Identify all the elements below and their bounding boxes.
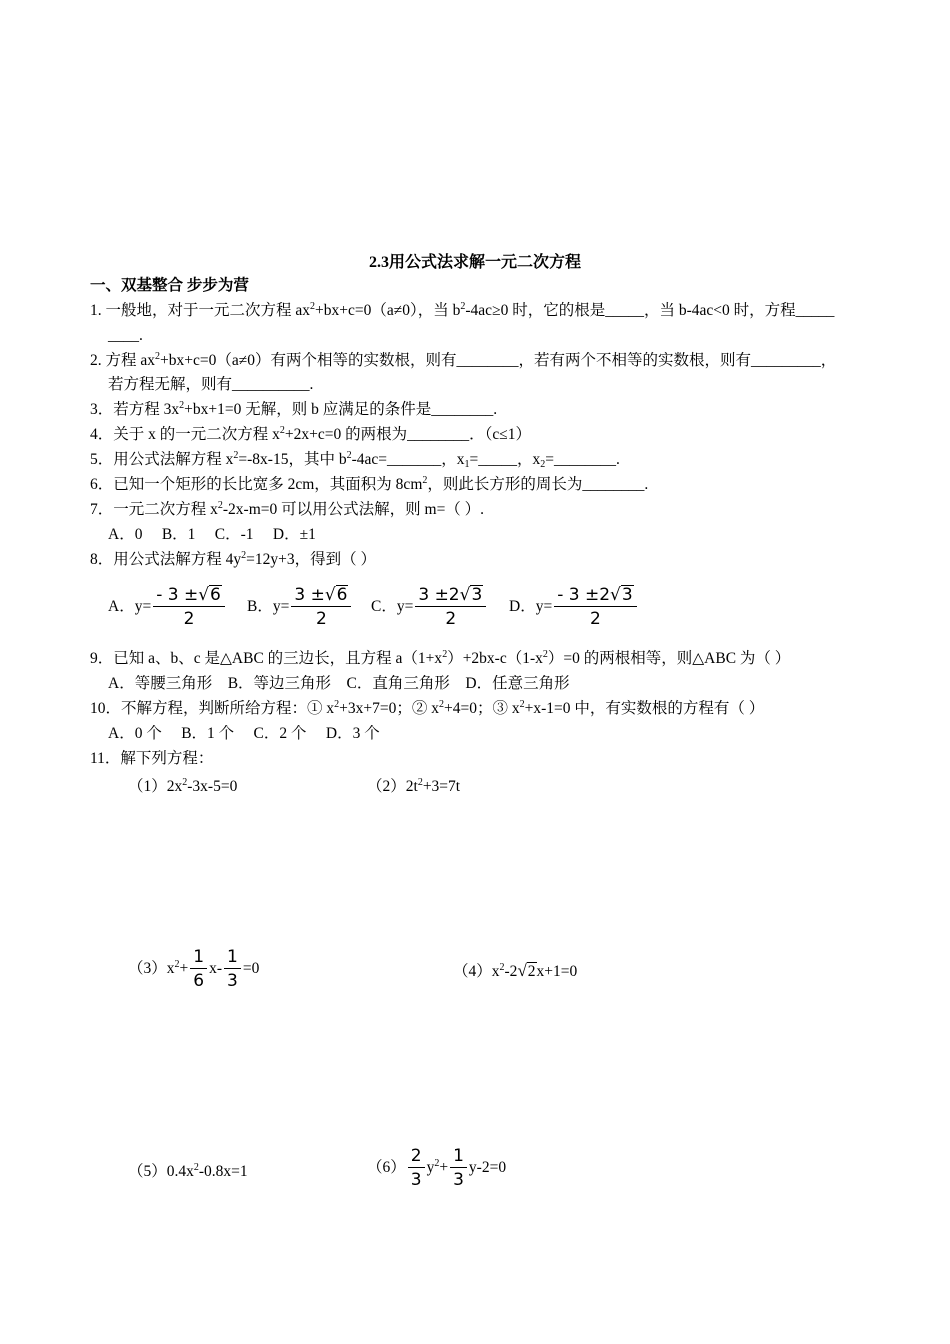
option-c: C．y= $\frac{3 \pm 2√3}{2}$ xyxy=(371,584,488,631)
equation-5: $(5)0.4x^2-0.8x=1$ xyxy=(128,1162,248,1180)
page-title: 2.3用公式法求解一元二次方程 xyxy=(368,254,581,271)
equation-6: （6） $\frac{2}{3}$ $y^2+$ $\frac{1}{3}$ y-2=0 xyxy=(367,1146,507,1190)
question-1: 1. 一般地，对于一元二次方程 $ax^2+bx+c=0(a\ne 0)$，当 $b^2-4ac\ge 0$ 时，它的根是_____，当 b-4ac<0 时，方程_____ xyxy=(90,301,835,319)
question-9-options: A．等腰三角形 B．等边三角形 C．直角三角形 D．任意三角形 xyxy=(108,675,570,692)
question-8: 8．用公式法解方程 $4y^2=12y+3$，得到（ ） xyxy=(90,550,376,568)
question-5: 5．用公式法解方程 $x^2=-8x-15$，其中 $b^2-4ac=\_\_\_\_\_\_\_$，$x_1=\_\_\_\_\_$，$x_2=\_\_\_\_\_\_\_\_$. xyxy=(90,450,620,470)
equation-3: $(3)x^2+$ $\frac{1}{6}$ x- $\frac{1}{3}$ =0 xyxy=(128,947,260,991)
question-2-cont: 若方程无解，则有__________. xyxy=(108,376,314,393)
question-1-cont: ____. xyxy=(108,327,143,344)
question-7-options: A．0 B．1 C．-1 D．±1 xyxy=(108,526,316,543)
question-4: 4．关于 x 的一元二次方程 $x^2+2x+c=0$ 的两根为________．（c≤1） xyxy=(90,425,532,443)
section-heading: 一、双基整合 步步为营 xyxy=(90,277,249,294)
question-6: 6．已知一个矩形的长比宽多 2cm，其面积为 $8cm^2$，则此长方形的周长为________. xyxy=(90,475,649,493)
equation-1: $(1)2x^2-3x-5=0$ xyxy=(128,777,238,795)
question-11: 11．解下列方程： xyxy=(90,750,214,767)
equation-4: $(4)x^2-2√2x+1=0$ xyxy=(453,961,578,980)
option-d: D．y= $\frac{- 3 \pm 2√3}{2}$ xyxy=(509,584,639,631)
question-9: 9．已知 a、b、c 是△ABC 的三边长，且方程 $a(1+x^2)+2bx-c(1-x^2)=0$ 的两根相等，则△ABC 为（ ） xyxy=(90,649,791,667)
equation-2: $(2)2t^2+3=7t$ xyxy=(367,777,461,795)
option-a: A．y= $\frac{- 3 \pm√6}{2}$ xyxy=(108,584,227,631)
question-10-options: A．0 个 B．1 个 C．2 个 D．3 个 xyxy=(108,725,380,742)
question-10: 10．不解方程，判断所给方程：① $x^2+3x+7=0$；② $x^2+4=0$；③ $x^2+x-1=0$ 中，有实数根的方程有（ ） xyxy=(90,699,765,717)
question-7: 7．一元二次方程 $x^2-2x-m=0$ 可以用公式法解，则 m=（ ）. xyxy=(90,500,485,518)
question-2: 2. 方程 $ax^2+bx+c=0(a\ne 0)$有两个相等的实数根，则有________，若有两个不相等的实数根，则有_________， xyxy=(90,351,837,369)
option-b: B．y= $\frac{3 \pm√6}{2}$ xyxy=(247,584,353,631)
question-3: 3．若方程 $3x^2+bx+1=0$ 无解，则 b 应满足的条件是________. xyxy=(90,400,498,418)
